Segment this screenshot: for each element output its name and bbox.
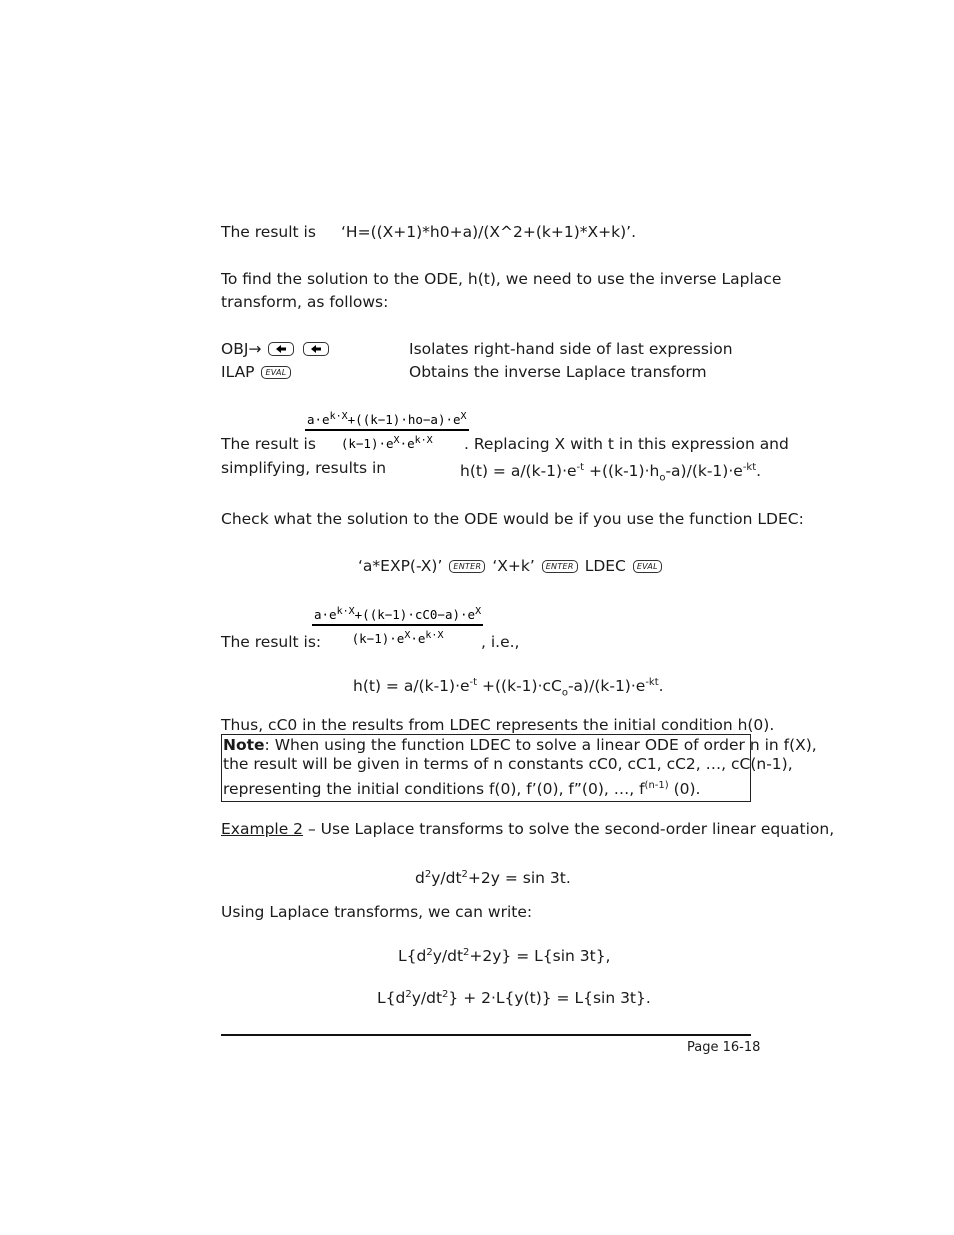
result-expression-h: ‘H=((X+1)*h0+a)/(X^2+(k+1)*X+k)’. [341, 223, 637, 241]
keystroke-expression-2: ‘X+k’ [492, 557, 535, 575]
result-fraction-ldec [312, 603, 483, 647]
result-label-2: The result is [221, 435, 316, 453]
step-objarrow [221, 339, 331, 359]
equation-laplace-2: $L\{d^2y/dt^2\} + 2\cdot L\{y(t)\} = L\{\sin$ 3t}. [377, 989, 651, 1008]
equation-ode: $d^2y/dt^2+2y = \sin 3t$. [415, 869, 571, 888]
left-arrow-key-icon [303, 342, 329, 356]
fraction-denominator: $(k-1)\cdot e^X\cdot e^{k\cdot X}$ [351, 630, 444, 647]
objarrow-command: OBJ→ [221, 340, 262, 358]
thus-paragraph: Thus, cC0 in the results from LDEC represents the initial condition h(0). [221, 716, 775, 734]
ldec-keystrokes [358, 556, 664, 576]
keystroke-expression-1: ‘a*EXP(-X)’ [358, 557, 443, 575]
result-label-3: The result is: [221, 633, 322, 651]
fraction-numerator: $a\cdot e^{k\cdot X}+((k-1)\cdot cC0-a)\cdot e^X$ [312, 603, 483, 626]
ilap-command: ILAP [221, 363, 255, 381]
example-2-heading: Example 2 – Use Laplace transforms to solve the second-order linear equation, [221, 820, 835, 838]
replacing-text: . Replacing X with t in this expression and [464, 435, 789, 453]
note-line-3: representing the initial conditions f(0), f’(0), f”(0), …, $f^{(n-1)}$ (0). [223, 780, 701, 799]
note-line-1: Note: When using the function LDEC to solve a linear ODE of order n in f(X), [223, 736, 817, 754]
check-ldec-paragraph: Check what the solution to the ODE would be if you use the function LDEC: [221, 510, 804, 528]
equation-laplace-1: $L\{d^2y/dt^2+2y\} = L\{\sin$ 3t}, [398, 947, 611, 966]
footer-rule [221, 1034, 751, 1036]
ie-text: , i.e., [481, 633, 520, 651]
fraction-numerator: $a\cdot e^{k\cdot X}+((k-1)\cdot ho-a)\cdot e^X$ [305, 408, 469, 431]
step-ilap-description: Obtains the inverse Laplace transform [409, 363, 707, 381]
left-arrow-key-icon [268, 342, 294, 356]
solution-ht-2: $h(t) = a/(k-1)\cdot e^{-t} +((k-1)\cdot cC_o-a)/(k-1)\cdot e^{-kt}$. [353, 677, 664, 699]
eval-key-icon: EVAL [633, 560, 662, 573]
result-label-1: The result is [221, 223, 316, 241]
paragraph-inverse-laplace-line2: transform, as follows: [221, 293, 389, 311]
paragraph-inverse-laplace-line1: To find the solution to the ODE, h(t), we need to use the inverse Laplace [221, 270, 782, 288]
solution-ht-1: $h(t) = a/(k-1)\cdot e^{-t} +((k-1)\cdot h_o-a)/(k-1)\cdot e^{-kt}$. [460, 462, 762, 484]
page-number: Page 16-18 [687, 1040, 761, 1055]
using-laplace-paragraph: Using Laplace transforms, we can write: [221, 903, 533, 921]
simplifying-label: simplifying, results in [221, 459, 387, 477]
note-bold-label: Note [223, 736, 265, 754]
example-2-label: Example 2 [221, 820, 304, 838]
eval-key-icon: EVAL [261, 366, 290, 379]
note-line-2: the result will be given in terms of n constants cC0, cC1, cC2, …, cC(n-1), [223, 755, 793, 773]
fraction-denominator: $(k-1)\cdot e^X\cdot e^{k\cdot X}$ [340, 435, 433, 452]
enter-key-icon: ENTER [542, 560, 578, 573]
step-objarrow-description: Isolates right-hand side of last expression [409, 340, 733, 358]
result-fraction-ilap [305, 408, 469, 452]
enter-key-icon: ENTER [449, 560, 485, 573]
step-ilap [221, 362, 293, 382]
ldec-command: LDEC [584, 557, 626, 575]
